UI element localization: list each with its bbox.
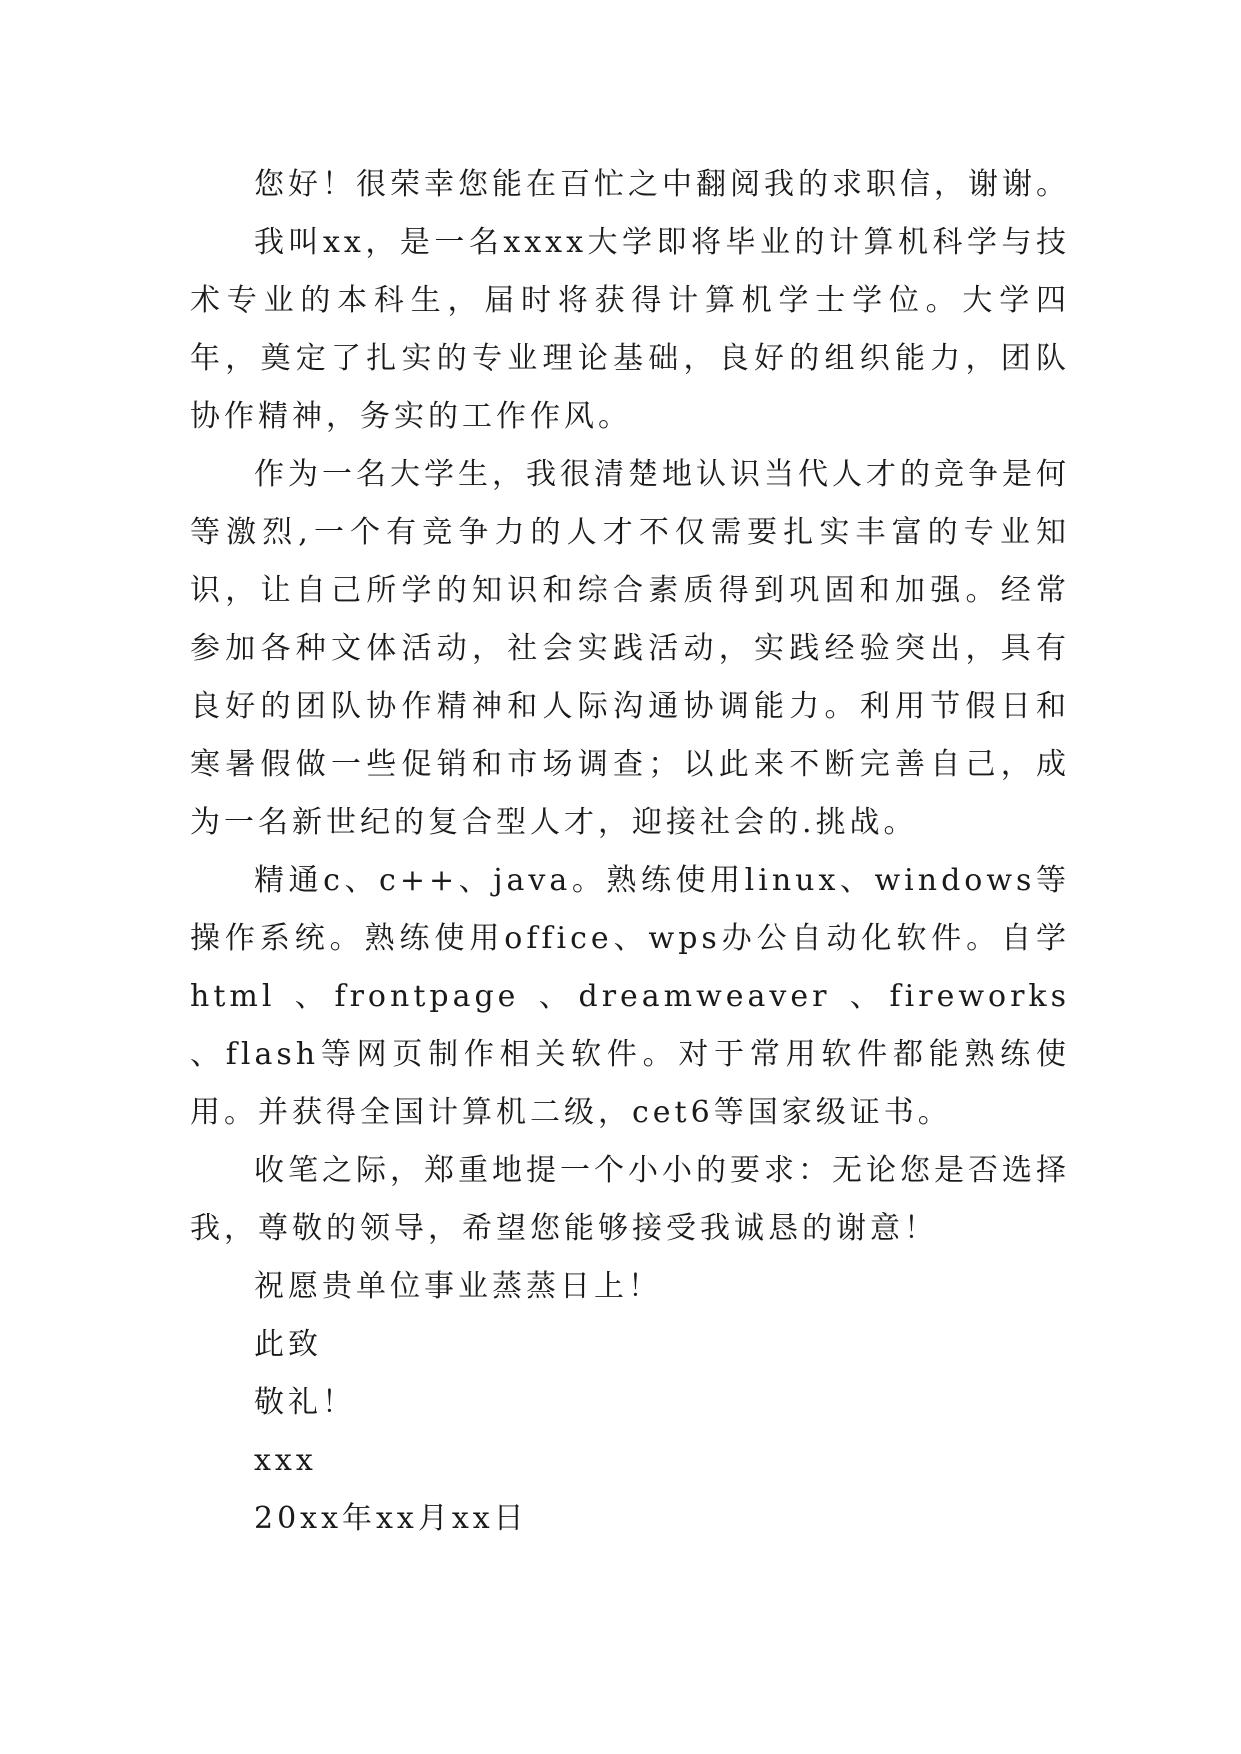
- date-line: 20xx年xx月xx日: [254, 1501, 528, 1536]
- closing-line-2: 敬礼！: [254, 1385, 356, 1420]
- request-paragraph: 收笔之际，郑重地提一个小小的要求：无论您是否选择我，尊敬的领导，希望您能够接受我诚恳的谢意！: [190, 1153, 1070, 1246]
- experience-paragraph: 作为一名大学生，我很清楚地认识当代人才的竞争是何等激烈,一个有竞争力的人才不仅需要扎实丰富的专业知识，让自己所学的知识和综合素质得到巩固和加强。经常参加各种文体活动，社会实践活动，实践经验突出，具有良好的团队协作精神和人际沟通协调能力。利用节假日和寒暑假做一些促销和市场调查；以此来不断完善自己，成为一名新世纪的复合型人才，迎接社会的.挑战。: [190, 457, 1070, 840]
- closing-line-1: 此致: [254, 1327, 322, 1362]
- wish-line: 祝愿贵单位事业蒸蒸日上！: [254, 1269, 662, 1304]
- greeting-paragraph: 您好！很荣幸您能在百忙之中翻阅我的求职信，谢谢。: [254, 167, 1070, 202]
- introduction-paragraph: 我叫xx，是一名xxxx大学即将毕业的计算机科学与技术专业的本科生，届时将获得计算机学士学位。大学四年，奠定了扎实的专业理论基础，良好的组织能力，团队协作精神，务实的工作作风。: [190, 225, 1070, 434]
- cover-letter-body: [190, 156, 1070, 1548]
- signature: xxx: [254, 1443, 317, 1478]
- skills-paragraph: 精通c、c++、java。熟练使用linux、windows等操作系统。熟练使用office、wps办公自动化软件。自学html 、frontpage 、dreamweaver 、fireworks 、flash等网页制作相关软件。对于常用软件都能熟练使用。并获得全国计算机二级，cet6等国家级证书。: [190, 863, 1070, 1130]
